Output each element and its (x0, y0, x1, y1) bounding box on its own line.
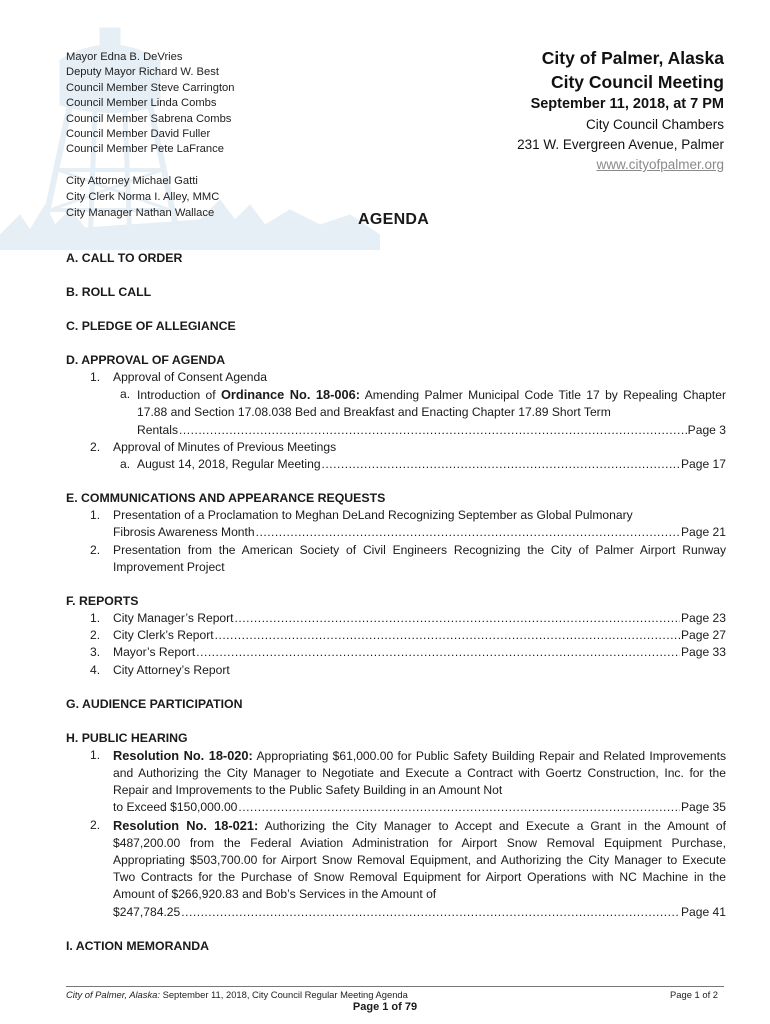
agenda-item (66, 644, 726, 661)
item-text: City Clerk’s Report (113, 628, 214, 643)
item-number: 2. (90, 817, 101, 832)
page-reference[interactable]: Page 21 (680, 525, 726, 540)
leader-line (113, 524, 726, 541)
page-reference[interactable]: Page 27 (680, 628, 726, 643)
dot-leader (181, 904, 680, 921)
section-heading: A. CALL TO ORDER (66, 251, 183, 265)
agenda-subitem (66, 386, 726, 439)
page-reference[interactable]: Page 33 (680, 645, 726, 660)
staff-line: City Manager Nathan Wallace (66, 206, 215, 219)
dot-leader (238, 799, 680, 816)
footer-text: September 11, 2018, City Council Regular Meeting Agenda (162, 989, 408, 1000)
dot-leader (196, 644, 680, 661)
leader-line (113, 799, 726, 816)
item-text: Amending Palmer Municipal Code Title 17 by Repealing Chapter 17.88 and Section 17.08.038 Bed and Breakfast and Enacting Chapter 17.89 Short Term (137, 388, 726, 420)
staff-line: City Clerk Norma I. Alley, MMC (66, 190, 220, 203)
page-reference[interactable]: Page 3 (687, 422, 726, 437)
item-text: City Manager’s Report (113, 611, 234, 626)
item-number: a. (120, 387, 131, 402)
leader-line (137, 456, 726, 473)
item-text: Approval of Minutes of Previous Meetings (113, 439, 337, 454)
item-text: August 14, 2018, Regular Meeting (137, 457, 321, 472)
council-member-list (66, 50, 235, 158)
agenda-item (66, 369, 726, 386)
agenda-item (66, 662, 726, 679)
meeting-place: City Council Chambers (585, 117, 724, 132)
item-number: 2. (90, 542, 101, 557)
item-number: 4. (90, 662, 101, 677)
leader-line (113, 904, 726, 921)
resolution-number: Resolution No. 18-020: (113, 747, 253, 763)
agenda-subitem (66, 456, 726, 473)
meeting-date: September 11, 2018, at 7 PM (530, 96, 724, 112)
meeting-type: City Council Meeting (550, 72, 724, 92)
staff-line: City Attorney Michael Gatti (66, 175, 198, 187)
page-reference[interactable]: Page 23 (680, 611, 726, 626)
roster-line: Council Member David Fuller (66, 128, 211, 141)
roster-line: Mayor Edna B. DeVries (66, 51, 183, 63)
roster-line: Deputy Mayor Richard W. Best (66, 66, 219, 79)
roster-line: Council Member Sabrena Combs (66, 112, 232, 125)
dot-leader (215, 627, 680, 644)
footer-divider (66, 986, 724, 987)
item-number: 1. (90, 508, 101, 523)
agenda-body (66, 250, 726, 955)
section-heading: B. ROLL CALL (66, 285, 152, 299)
dot-leader (256, 524, 680, 541)
leader-line (113, 610, 726, 627)
agenda-item (66, 817, 726, 921)
agenda-item (66, 542, 726, 576)
page-reference[interactable]: Page 41 (680, 904, 726, 919)
meeting-address: 231 W. Evergreen Avenue, Palmer (517, 137, 724, 152)
section-heading: G. AUDIENCE PARTICIPATION (66, 696, 243, 711)
item-text: Presentation from the American Society of Civil Engineers Recognizing the City of Palmer Airport Runway Improvement Project (113, 542, 726, 574)
leader-line (137, 422, 726, 439)
item-number: 2. (90, 628, 101, 643)
footer-page-count: Page 1 of 2 (670, 989, 718, 1000)
agenda-item (66, 610, 726, 627)
agenda-item (66, 627, 726, 644)
item-text: Authorizing the City Manager to Accept and Execute a Grant in the Amount of $487,200.00 from the Federal Aviation Administration for Airport Snow Removal Equipment Purchase, Appropriating $503,700.00 for Airport Snow Removal Equipment, and Authorizing the City Manager to Execute Two Contracts for the Purchase of Snow Removal Equipment for Airport Operations with NC Machine in the Amount of $266,920.83 and Bob’s Services in the Amount of (113, 818, 726, 902)
footer-city: City of Palmer, Alaska: (66, 989, 160, 1000)
dot-leader (179, 422, 687, 439)
item-number: a. (120, 457, 131, 472)
leader-line (113, 627, 726, 644)
leader-line (113, 644, 726, 661)
section-heading: F. REPORTS (66, 594, 139, 609)
section-heading: E. COMMUNICATIONS AND APPEARANCE REQUESTS (66, 491, 386, 506)
page-title: AGENDA (358, 211, 430, 228)
ordinance-number: Ordinance No. 18-006: (220, 387, 361, 403)
meeting-header (517, 46, 724, 175)
item-text: Rentals (137, 422, 179, 437)
item-number: 1. (90, 370, 101, 384)
item-text: Fibrosis Awareness Month (113, 525, 255, 540)
footer-description (66, 989, 408, 1000)
dot-leader (322, 456, 680, 473)
item-text: Approval of Consent Agenda (113, 370, 267, 384)
item-text: Presentation of a Proclamation to Meghan DeLand Recognizing September as Global Pulmonary (113, 508, 633, 523)
agenda-item (66, 747, 726, 817)
resolution-number: Resolution No. 18-021: (113, 817, 259, 833)
item-text: City Attorney’s Report (113, 662, 230, 677)
agenda-item (66, 507, 726, 541)
section-heading: H. PUBLIC HEARING (66, 730, 188, 745)
staff-list (66, 174, 219, 221)
item-text: Mayor’s Report (113, 645, 196, 660)
section-heading: D. APPROVAL OF AGENDA (66, 353, 226, 367)
item-text: $247,784.25 (113, 904, 181, 919)
roster-line: Council Member Pete LaFrance (66, 143, 224, 156)
item-number: 3. (90, 645, 101, 660)
roster-line: Council Member Linda Combs (66, 97, 217, 110)
section-heading: C. PLEDGE OF ALLEGIANCE (66, 319, 236, 333)
dot-leader (235, 610, 680, 627)
item-number: 1. (90, 611, 101, 626)
city-name: City of Palmer, Alaska (541, 48, 724, 68)
item-number: 2. (90, 439, 101, 454)
website-link[interactable]: www.cityofpalmer.org (596, 157, 724, 172)
item-number: 1. (90, 747, 101, 762)
roster-line: Council Member Steve Carrington (66, 81, 235, 94)
item-text: to Exceed $150,000.00 (113, 800, 238, 815)
item-text: Appropriating $61,000.00 for Public Safety Building Repair and Related Improvements and Authorizing the City Manager to Negotiate and Execute a Contract with Goertz Construction, Inc. for the Repair and Improvements to the Public Safety Building in an Amount Not (113, 748, 726, 798)
section-heading: I. ACTION MEMORANDA (66, 938, 209, 953)
item-text: Introduction of (137, 388, 216, 403)
packet-page-number: Page 1 of 79 (352, 1001, 418, 1013)
agenda-item (66, 439, 726, 456)
page-reference[interactable]: Page 35 (680, 800, 726, 815)
page-reference[interactable]: Page 17 (680, 457, 726, 472)
